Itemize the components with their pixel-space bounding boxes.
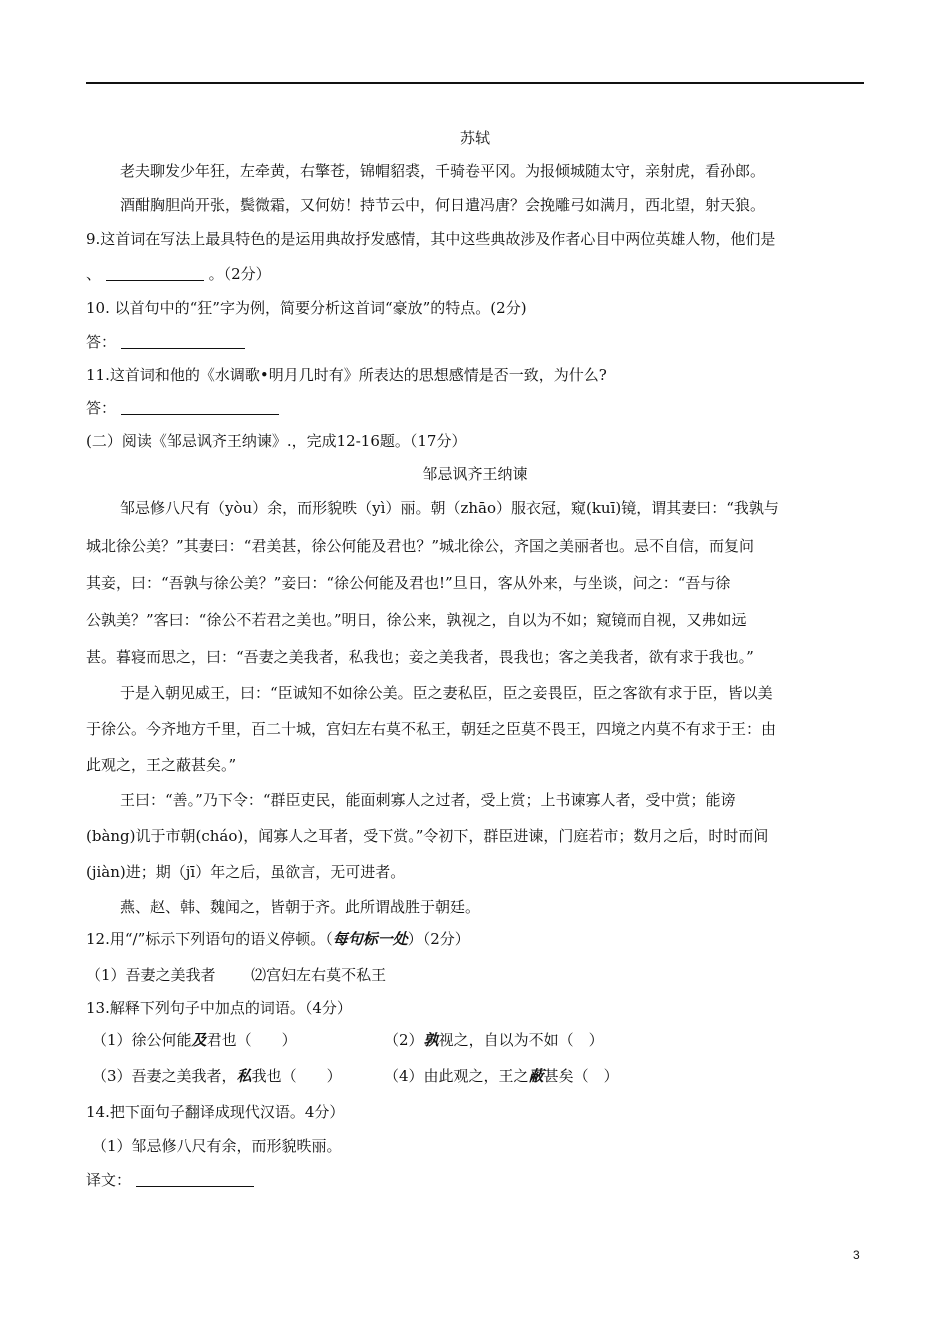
section-2-heading: (二）阅读《邹忌讽齐王纳谏》.，完成12-16题。（17分） xyxy=(86,432,467,450)
question-10-text: 10. 以首句中的“狂”字为例，简要分析这首词“豪放”的特点。(2分) xyxy=(86,299,527,317)
item-text: （3）吾妻之美我者， xyxy=(92,1067,237,1085)
question-9-text: 9.这首词在写法上最具特色的是运用典故抒发感情，其中这些典故涉及作者心目中两位英雄人物，他们是 xyxy=(86,230,776,248)
dotted-word: 孰 xyxy=(423,1031,439,1049)
question-9-separator: 、 xyxy=(86,265,102,283)
passage-p2-line: 于徐公。今齐地方千里，百二十城，宫妇左右莫不私王，朝廷之臣莫不畏王，四境之内莫不有求于王：由 xyxy=(86,720,777,738)
item-text: 甚矣（ ） xyxy=(543,1067,619,1085)
passage-p3-line: 王曰：“善。”乃下令：“群臣吏民，能面刺寡人之过者，受上赏；上书谏寡人者，受中赏；能谤 xyxy=(120,791,736,809)
passage-p3-line: (jiàn)进；期（jī）年之后，虽欲言，无可进者。 xyxy=(86,863,406,881)
item-text: （4）由此观之，王之 xyxy=(384,1067,529,1085)
question-13-item-2 xyxy=(384,1030,604,1050)
question-11-text: 11.这首词和他的《水调歌•明月几时有》所表达的思想感情是否一致，为什么? xyxy=(86,366,607,384)
question-13-item-4 xyxy=(384,1066,619,1086)
passage-p3-line: (bàng)讥于市朝(cháo)，闻寡人之耳者，受下赏。”令初下，群臣进谏，门庭若市；数月之后，时时而间 xyxy=(86,827,769,845)
item-text: （1）徐公何能 xyxy=(92,1031,192,1049)
passage-p1-line: 公孰美？”客曰：“徐公不若君之美也。”明日，徐公来，孰视之，自以为不如；窥镜而自视，又弗如远 xyxy=(86,611,747,629)
poem-line-1: 老夫聊发少年狂，左牵黄，右擎苍，锦帽貂裘，千骑卷平冈。为报倾城随太守，亲射虎，看孙郎。 xyxy=(120,162,766,180)
answer-label: 答： xyxy=(86,399,117,417)
passage-p2-line: 此观之，王之蔽甚矣。” xyxy=(86,756,237,774)
passage-p2-line: 于是入朝见威王，曰：“臣诚知不如徐公美。臣之妻私臣，臣之妾畏臣，臣之客欲有求于臣，皆以美 xyxy=(120,684,773,702)
question-13-item-1 xyxy=(92,1030,297,1050)
passage-title: 邹忌讽齐王纳谏 xyxy=(422,465,528,483)
question-9-points: 。（2分） xyxy=(208,265,271,283)
answer-blank[interactable] xyxy=(121,399,279,415)
answer-blank[interactable] xyxy=(121,333,245,349)
question-12-suffix: ）（2分） xyxy=(407,930,470,948)
question-14-answer xyxy=(86,1170,254,1190)
dotted-word: 及 xyxy=(191,1031,207,1049)
item-text: 我也（ ） xyxy=(251,1067,342,1085)
question-11-answer xyxy=(86,398,279,418)
item-text: （2） xyxy=(384,1031,424,1049)
question-14-text: 14.把下面句子翻译成现代汉语。4分） xyxy=(86,1103,345,1121)
item-text: 君也（ ） xyxy=(206,1031,297,1049)
answer-label: 答： xyxy=(86,333,117,351)
question-12-text xyxy=(86,929,470,949)
question-10-answer xyxy=(86,332,245,352)
answer-label: 译文： xyxy=(86,1171,132,1189)
question-12-items xyxy=(86,965,386,985)
question-14-item-1: （1）邹忌修八尺有余，而形貌昳丽。 xyxy=(92,1137,342,1155)
item-text: 视之，自以为不如（ ） xyxy=(438,1031,604,1049)
question-13-item-3 xyxy=(92,1066,342,1086)
answer-blank[interactable] xyxy=(136,1171,254,1187)
passage-p1-line: 甚。暮寝而思之，曰：“吾妻之美我者，私我也；妾之美我者，畏我也；客之美我者，欲有求于我也。” xyxy=(86,648,754,666)
dotted-word: 蔽 xyxy=(528,1067,544,1085)
dotted-word: 私 xyxy=(236,1067,252,1085)
question-13-text: 13.解释下列句子中加点的词语。（4分） xyxy=(86,999,352,1017)
header-rule xyxy=(86,82,864,84)
passage-p1-line: 邹忌修八尺有（yòu）余，而形貌昳（yì）丽。朝（zhāo）服衣冠，窥(kuī)镜，谓其妻曰：“我孰与 xyxy=(120,499,779,517)
passage-p1-line: 城北徐公美？”其妻曰：“君美甚，徐公何能及君也？”城北徐公，齐国之美丽者也。忌不自信，而复问 xyxy=(86,537,755,555)
passage-p4: 燕、赵、韩、魏闻之，皆朝于齐。此所谓战胜于朝廷。 xyxy=(120,898,481,916)
poem-line-2: 酒酣胸胆尚开张，鬓微霜，又何妨！持节云中，何日遣冯唐？会挽雕弓如满月，西北望，射天狼。 xyxy=(120,196,766,214)
question-12-item-2: ⑵宫妇左右莫不私王 xyxy=(251,966,387,984)
page-number: 3 xyxy=(853,1248,860,1262)
passage-p1-line: 其妾，曰：“吾孰与徐公美？”妾曰：“徐公何能及君也!”旦日，客从外来，与坐谈，问之：“吾与徐 xyxy=(86,574,731,592)
question-12-prefix: 12.用“/”标示下列语句的语义停顿。（ xyxy=(86,930,333,948)
question-9-answer xyxy=(86,264,271,284)
answer-blank[interactable] xyxy=(106,265,204,281)
question-12-item-1: （1）吾妻之美我者 xyxy=(86,966,216,984)
question-12-emphasis: 每句标一处 xyxy=(332,930,408,948)
poem-author: 苏轼 xyxy=(459,129,490,147)
